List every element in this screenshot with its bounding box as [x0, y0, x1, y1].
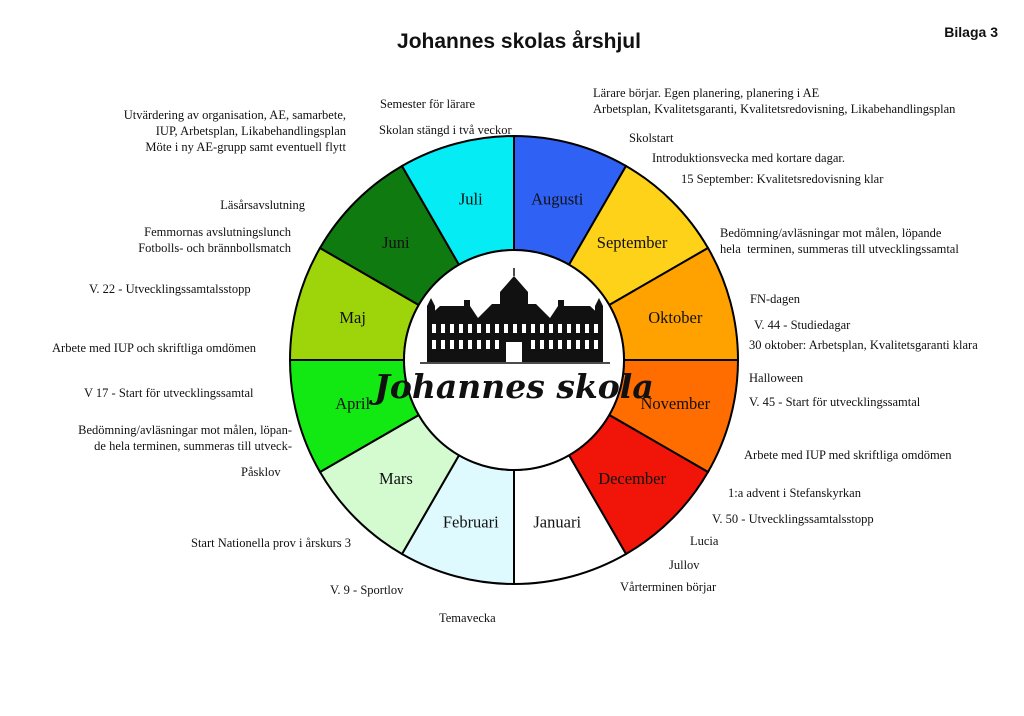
note-juli-stangd: Skolan stängd i två veckor — [379, 123, 512, 137]
note-november-v45: V. 45 - Start för utvecklingssamtal — [749, 395, 921, 409]
month-label-oktober: Oktober — [648, 307, 703, 327]
note-augusti-15-september: 15 September: Kvalitetsredovisning klar — [681, 172, 884, 186]
month-label-september: September — [596, 232, 668, 252]
note-mars-nationella-prov: Start Nationella prov i årskurs 3 — [191, 536, 352, 550]
month-label-december: December — [598, 469, 666, 489]
note-juni-femmor: Femmornas avslutningslunch Fotbolls- och brännbollsmatch — [138, 225, 291, 255]
note-februari-sportlov: V. 9 - Sportlov — [330, 583, 404, 597]
month-label-juni: Juni — [382, 232, 410, 252]
note-januari-varterminen: Vårterminen börjar — [620, 580, 717, 594]
month-label-juli: Juli — [458, 189, 483, 209]
page-title: Johannes skolas årshjul — [397, 30, 641, 53]
note-augusti-skolstart: Skolstart — [629, 131, 674, 145]
month-label-mars: Mars — [378, 469, 413, 489]
note-april-bedomning: Bedömning/avläsningar mot målen, löpan- de hela terminen, summeras till utveck- — [78, 423, 292, 453]
note-oktober-fn-dagen: FN-dagen — [750, 292, 800, 306]
note-december-iup: Arbete med IUP med skriftliga omdömen — [744, 448, 952, 462]
month-label-november: November — [640, 394, 711, 414]
note-augusti-introduktion: Introduktionsvecka med kortare dagar. — [652, 151, 845, 165]
note-maj-iup: Arbete med IUP och skriftliga omdömen — [52, 341, 257, 355]
month-label-februari: Februari — [442, 512, 499, 532]
note-december-v50: V. 50 - Utvecklingssamtalsstopp — [712, 512, 874, 526]
note-augusti-larare: Lärare börjar. Egen planering, planering i AE Arbetsplan, Kvalitetsgaranti, Kvalitetsredovisning, Likabehandlingsplan — [593, 86, 956, 116]
note-april-v17: V 17 - Start för utvecklingssamtal — [84, 386, 254, 400]
month-label-maj: Maj — [339, 307, 366, 327]
school-logo-text: Johannes skola — [374, 367, 654, 406]
note-april-pasklov: Påsklov — [241, 465, 281, 479]
note-september-bedomning: Bedömning/avläsningar mot målen, löpande hela terminen, summeras till utvecklingssamtal — [720, 226, 959, 256]
note-november-halloween: Halloween — [749, 371, 804, 385]
note-december-jullov: Jullov — [669, 558, 700, 572]
note-oktober-30-oktober: 30 oktober: Arbetsplan, Kvalitetsgaranti klara — [749, 338, 978, 352]
note-december-lucia: Lucia — [690, 534, 719, 548]
month-label-januari: Januari — [533, 512, 582, 532]
attachment-label: Bilaga 3 — [944, 24, 998, 40]
note-oktober-v44: V. 44 - Studiedagar — [754, 318, 851, 332]
note-juni-lasarsavslutning: Läsårsavslutning — [220, 198, 305, 212]
note-februari-temavecka: Temavecka — [439, 611, 496, 625]
note-maj-v22: V. 22 - Utvecklingssamtalsstopp — [89, 282, 251, 296]
note-juni-utvardering: Utvärdering av organisation, AE, samarbete, IUP, Arbetsplan, Likabehandlingsplan Möte i ny AE-grupp samt eventuell flytt — [123, 108, 346, 154]
month-label-april: April — [335, 394, 371, 414]
note-juli-semester: Semester för lärare — [380, 97, 476, 111]
note-december-advent: 1:a advent i Stefanskyrkan — [728, 486, 861, 500]
month-label-augusti: Augusti — [531, 189, 584, 209]
